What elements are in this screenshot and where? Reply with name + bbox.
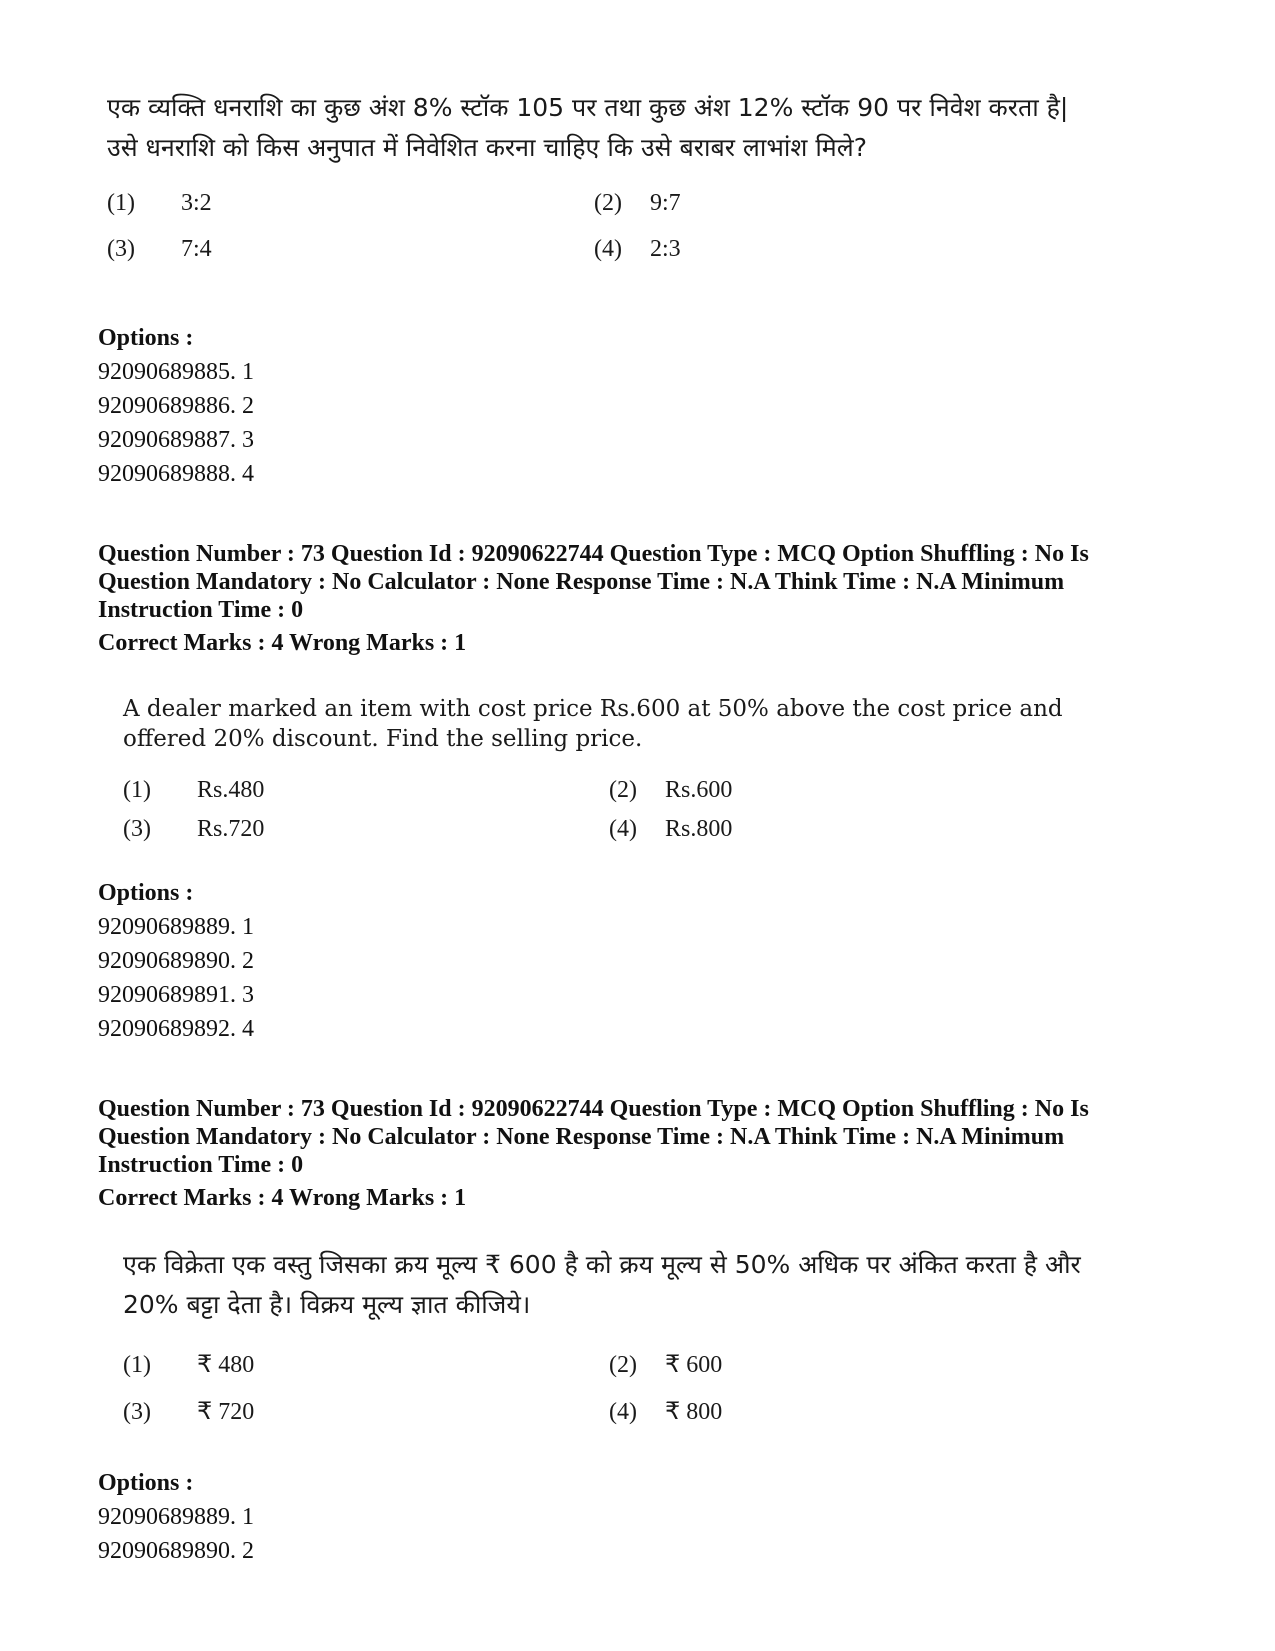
question-line: 20% बट्टा देता है। विक्रय मूल्य ज्ञात कीजिये। bbox=[123, 1290, 531, 1319]
choice-1 bbox=[107, 190, 212, 217]
choice-4 bbox=[609, 816, 732, 843]
choice-text: Rs.720 bbox=[197, 816, 265, 842]
choice-text: 7:4 bbox=[181, 236, 212, 262]
option-id: 92090689889. 1 bbox=[98, 914, 254, 940]
marks-info: Correct Marks : 4 Wrong Marks : 1 bbox=[98, 1185, 467, 1211]
choice-text: ₹ 480 bbox=[197, 1352, 255, 1378]
choice-number: (4) bbox=[609, 1399, 637, 1425]
choice-text: Rs.600 bbox=[665, 777, 733, 803]
choice-3 bbox=[107, 236, 212, 263]
question-line: एक विक्रेता एक वस्तु जिसका क्रय मूल्य ₹ 600 है को क्रय मूल्य से 50% अधिक पर अंकित करता है और bbox=[123, 1250, 1081, 1279]
choice-3 bbox=[123, 816, 264, 843]
choice-number: (2) bbox=[609, 1352, 637, 1378]
choice-text: 2:3 bbox=[650, 236, 681, 262]
meta-line: Question Number : 73 Question Id : 92090622744 Question Type : MCQ Option Shuffling : No Is bbox=[98, 541, 1089, 567]
choice-text: Rs.800 bbox=[665, 816, 733, 842]
question-line: A dealer marked an item with cost price Rs.600 at 50% above the cost price and bbox=[123, 696, 1063, 722]
options-title: Options : bbox=[98, 1470, 194, 1496]
marks-info: Correct Marks : 4 Wrong Marks : 1 bbox=[98, 630, 467, 656]
meta-line: Instruction Time : 0 bbox=[98, 1152, 304, 1178]
options-title: Options : bbox=[98, 880, 194, 906]
choice-4 bbox=[609, 1397, 722, 1426]
question-text bbox=[123, 694, 1108, 754]
question-text bbox=[107, 88, 1107, 168]
meta-line: Question Mandatory : No Calculator : None Response Time : N.A Think Time : N.A Minimum bbox=[98, 1124, 1065, 1150]
choice-text: ₹ 600 bbox=[665, 1352, 723, 1378]
choice-number: (4) bbox=[594, 236, 622, 262]
option-id: 92090689890. 2 bbox=[98, 948, 254, 974]
options-title: Options : bbox=[98, 325, 194, 351]
choice-number: (2) bbox=[594, 190, 622, 216]
choice-4 bbox=[594, 236, 681, 263]
option-id: 92090689892. 4 bbox=[98, 1016, 254, 1042]
option-id: 92090689889. 1 bbox=[98, 1504, 254, 1530]
question-line: उसे धनराशि को किस अनुपात में निवेशित करना चाहिए कि उसे बराबर लाभांश मिले? bbox=[107, 133, 867, 162]
choice-text: 9:7 bbox=[650, 190, 681, 216]
choice-2 bbox=[594, 190, 681, 217]
choice-1 bbox=[123, 1350, 254, 1379]
question-meta bbox=[98, 540, 1198, 624]
choice-text: ₹ 720 bbox=[197, 1399, 255, 1425]
question-line: offered 20% discount. Find the selling price. bbox=[123, 726, 643, 752]
choice-number: (4) bbox=[609, 816, 637, 842]
choice-number: (2) bbox=[609, 777, 637, 803]
choice-number: (1) bbox=[123, 1352, 151, 1378]
meta-line: Question Number : 73 Question Id : 92090622744 Question Type : MCQ Option Shuffling : No Is bbox=[98, 1096, 1089, 1122]
choice-number: (3) bbox=[123, 816, 151, 842]
choice-text: ₹ 800 bbox=[665, 1399, 723, 1425]
choice-number: (3) bbox=[123, 1399, 151, 1425]
option-id: 92090689888. 4 bbox=[98, 461, 254, 487]
choice-2 bbox=[609, 777, 732, 804]
option-id: 92090689890. 2 bbox=[98, 1538, 254, 1564]
choice-number: (1) bbox=[123, 777, 151, 803]
question-meta bbox=[98, 1095, 1198, 1179]
choice-2 bbox=[609, 1350, 722, 1379]
option-id: 92090689885. 1 bbox=[98, 359, 254, 385]
option-id: 92090689887. 3 bbox=[98, 427, 254, 453]
meta-line: Instruction Time : 0 bbox=[98, 597, 304, 623]
choice-1 bbox=[123, 777, 264, 804]
choice-number: (1) bbox=[107, 190, 135, 216]
question-text bbox=[123, 1245, 1183, 1325]
question-line: एक व्यक्ति धनराशि का कुछ अंश 8% स्टॉक 105 पर तथा कुछ अंश 12% स्टॉक 90 पर निवेश करता है| bbox=[107, 93, 1069, 122]
choice-text: 3:2 bbox=[181, 190, 212, 216]
choice-text: Rs.480 bbox=[197, 777, 265, 803]
option-id: 92090689891. 3 bbox=[98, 982, 254, 1008]
choice-3 bbox=[123, 1397, 254, 1426]
choice-number: (3) bbox=[107, 236, 135, 262]
meta-line: Question Mandatory : No Calculator : None Response Time : N.A Think Time : N.A Minimum bbox=[98, 569, 1065, 595]
option-id: 92090689886. 2 bbox=[98, 393, 254, 419]
